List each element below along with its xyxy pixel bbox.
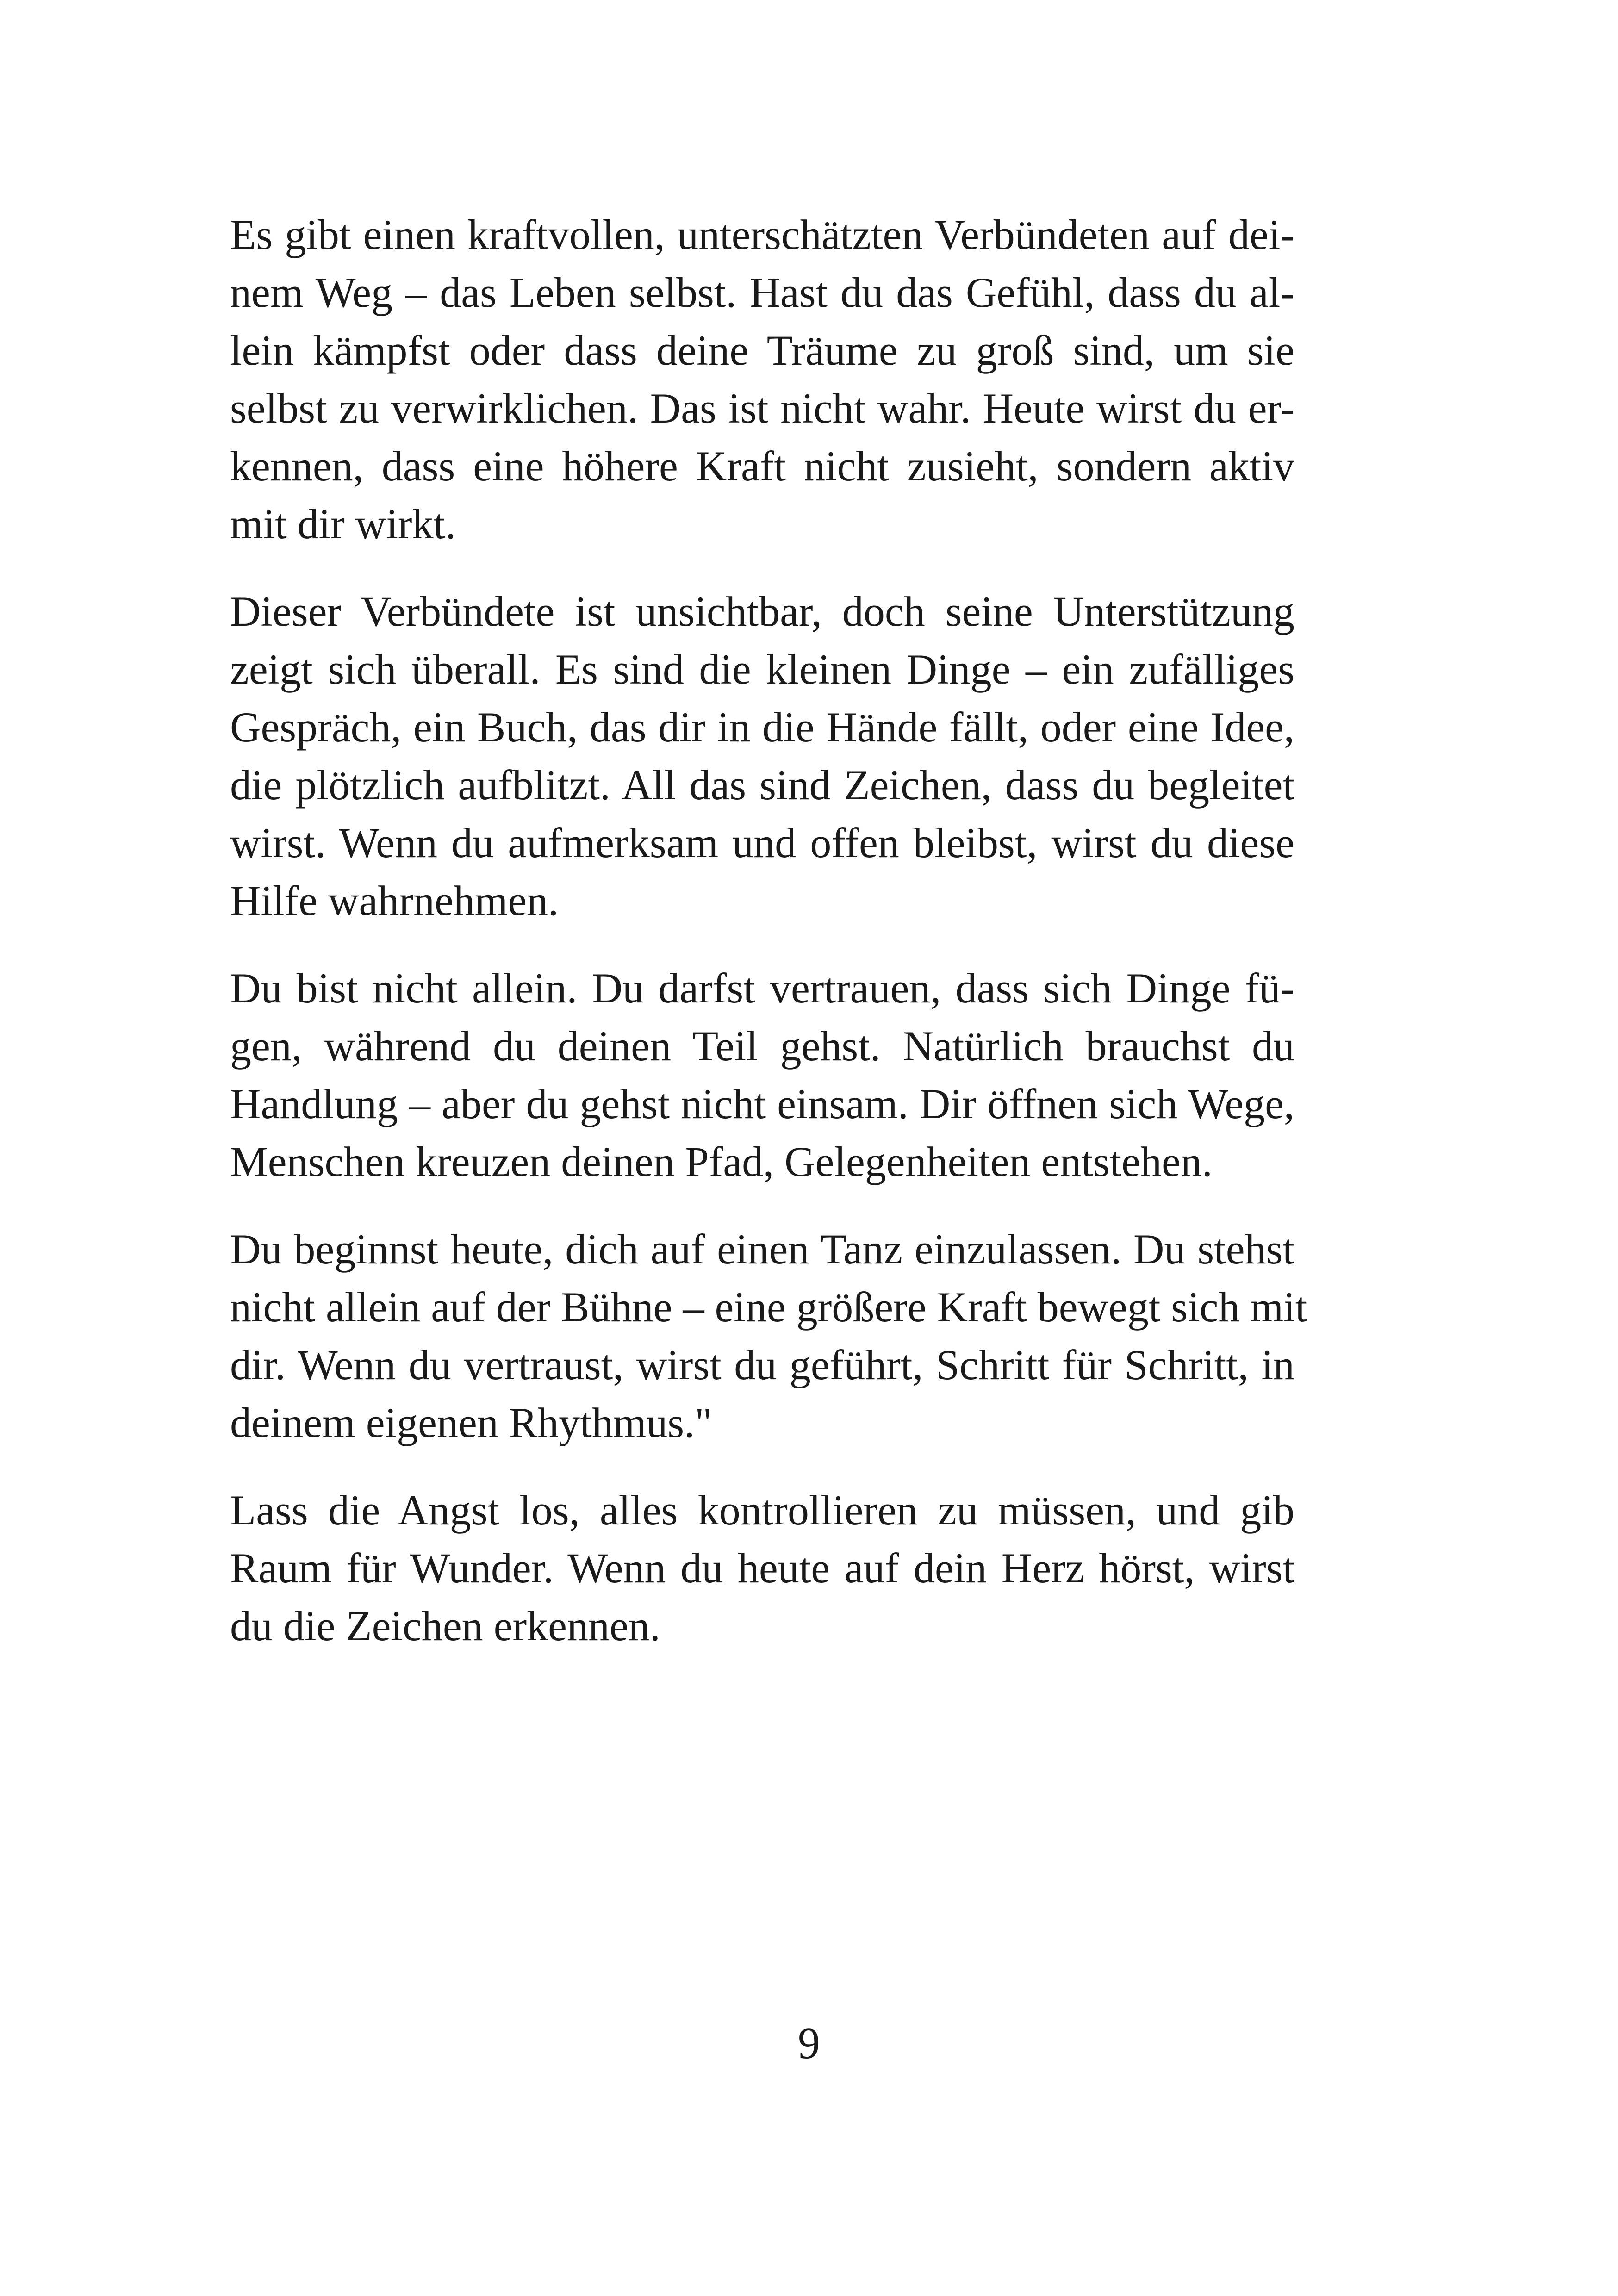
text-line: wirst. Wenn du aufmerksam und offen bleibst, wirst du diese (230, 819, 1294, 866)
text-line: Lass die Angst los, alles kontrollieren zu müssen, und gib (230, 1487, 1294, 1534)
text-line: die plötzlich aufblitzt. All das sind Zeichen, dass du begleitet (230, 761, 1294, 809)
paragraph (230, 1220, 1307, 1452)
text-line: Du beginnst heute, dich auf einen Tanz einzulassen. Du stehst (230, 1226, 1294, 1273)
text-line: Es gibt einen kraftvollen, unterschätzten Verbündeten auf dei- (230, 211, 1294, 258)
text-line: Raum für Wunder. Wenn du heute auf dein Herz hörst, wirst (230, 1544, 1294, 1592)
text-line: Hilfe wahrnehmen. (230, 877, 559, 924)
page-number: 9 (798, 2018, 820, 2068)
text-line: du die Zeichen erkennen. (230, 1602, 660, 1649)
body-text (230, 206, 1307, 1685)
text-line: mit dir wirkt. (230, 500, 456, 548)
text-line: nem Weg – das Leben selbst. Hast du das Gefühl, dass du al- (230, 269, 1294, 316)
text-line: deinem eigenen Rhythmus." (230, 1399, 712, 1446)
text-line: Du bist nicht allein. Du darfst vertrauen, dass sich Dinge fü- (230, 964, 1294, 1012)
text-line: selbst zu verwirklichen. Das ist nicht wahr. Heute wirst du er- (230, 385, 1294, 432)
paragraph (230, 1481, 1294, 1655)
text-line: Menschen kreuzen deinen Pfad, Gelegenheiten entstehen. (230, 1138, 1213, 1185)
text-line: Gespräch, ein Buch, das dir in die Hände fällt, oder eine Idee, (230, 703, 1294, 751)
paragraph (230, 583, 1294, 930)
text-line: lein kämpfst oder dass deine Träume zu groß sind, um sie (230, 327, 1294, 374)
paragraph (230, 206, 1294, 553)
text-line: Handlung – aber du gehst nicht einsam. Dir öffnen sich Wege, (230, 1080, 1294, 1127)
text-line: Dieser Verbündete ist unsichtbar, doch seine Unterstützung (230, 588, 1294, 635)
text-line: zeigt sich überall. Es sind die kleinen Dinge – ein zufälliges (230, 646, 1294, 693)
text-line: dir. Wenn du vertraust, wirst du geführt, Schritt für Schritt, in (230, 1341, 1294, 1388)
text-line: kennen, dass eine höhere Kraft nicht zusieht, sondern aktiv (230, 442, 1294, 490)
paragraph (230, 959, 1294, 1191)
text-line: nicht allein auf der Bühne – eine größere Kraft bewegt sich mit (230, 1283, 1307, 1331)
text-line: gen, während du deinen Teil gehst. Natürlich brauchst du (230, 1022, 1294, 1070)
